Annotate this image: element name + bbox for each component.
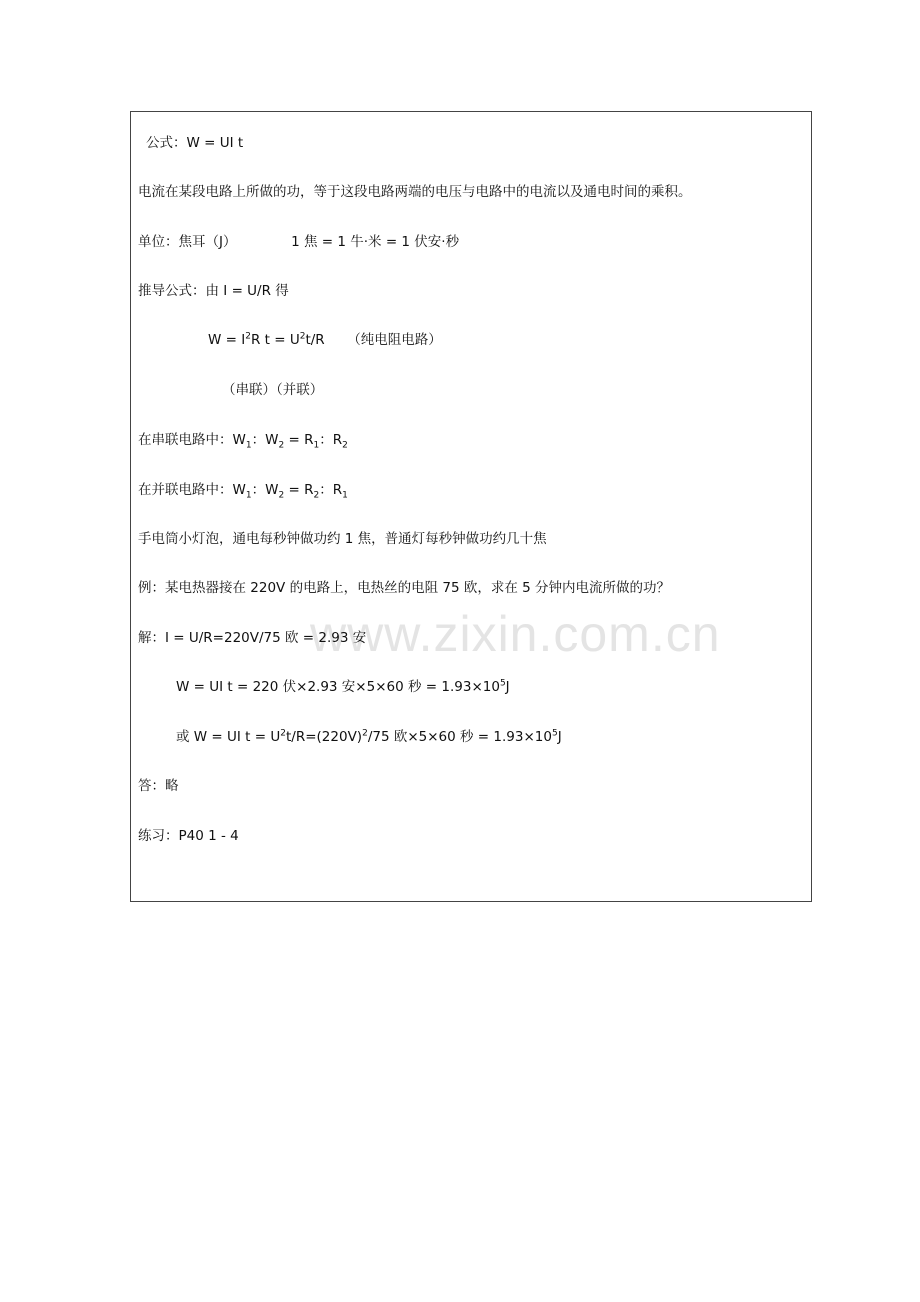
solution-part: t/R=(220V) xyxy=(286,729,363,745)
series-parallel-label: （串联）（并联） xyxy=(222,382,324,398)
unit-line xyxy=(138,233,459,251)
ratio-part: = R xyxy=(284,482,314,498)
definition-line: 电流在某段电路上所做的功，等于这段电路两端的电压与电路中的电流以及通电时间的乘积。 xyxy=(138,184,692,200)
subscript: 1 xyxy=(245,490,252,501)
content-frame xyxy=(130,111,812,902)
exercise-line: 练习：P40 1 - 4 xyxy=(138,828,239,844)
subscript: 2 xyxy=(342,440,348,451)
formula-line: 公式：W = UI t xyxy=(146,135,244,151)
solution-current-line: 解：I = U/R=220V/75 欧 = 2.93 安 xyxy=(138,630,367,646)
solution-part: /75 欧×5×60 秒 = 1.93×10 xyxy=(367,729,552,745)
ratio-part: 在并联电路中：W xyxy=(138,482,246,498)
example-question-line: 例：某电热器接在 220V 的电路上，电热丝的电阻 75 欧，求在 5 分钟内电流所做的功？ xyxy=(138,580,671,596)
subscript: 1 xyxy=(313,440,320,451)
series-ratio-line xyxy=(138,431,348,449)
ratio-part: 在串联电路中：W xyxy=(138,432,246,448)
ratio-part: ：W xyxy=(251,432,279,448)
solution-part: W = UI t = 220 伏×2.93 安×5×60 秒 = 1.93×10 xyxy=(176,679,500,695)
ratio-part: = R xyxy=(284,432,314,448)
watermark-text: www.zixin.com.cn xyxy=(310,606,721,662)
unit-label: 单位：焦耳（J） xyxy=(138,234,237,250)
answer-line: 答：略 xyxy=(138,778,179,794)
derived-formula-part: W = I xyxy=(208,332,246,348)
ratio-part: ：R xyxy=(319,432,343,448)
solution-part: J xyxy=(505,679,510,695)
unit-equivalence: 1 焦 = 1 牛·米 = 1 伏安·秒 xyxy=(291,234,460,250)
superscript: 2 xyxy=(245,331,251,342)
subscript: 2 xyxy=(278,440,285,451)
subscript: 2 xyxy=(313,490,320,501)
ratio-part: ：R xyxy=(319,482,343,498)
pure-resistance-note: （纯电阻电路） xyxy=(347,332,442,348)
solution-part: 或 W = UI t = U xyxy=(176,729,281,745)
derived-formula-part: t/R xyxy=(305,332,325,348)
solution-work-line xyxy=(176,678,510,696)
superscript: 5 xyxy=(499,678,506,689)
subscript: 2 xyxy=(278,490,285,501)
flashlight-example-line: 手电筒小灯泡，通电每秒钟做功约 1 焦，普通灯每秒钟做功约几十焦 xyxy=(138,531,547,547)
solution-part: J xyxy=(557,729,562,745)
derived-formula-part: R t = U xyxy=(250,332,300,348)
subscript: 1 xyxy=(245,440,252,451)
superscript: 2 xyxy=(362,728,368,739)
superscript: 2 xyxy=(280,728,286,739)
ratio-part: ：W xyxy=(251,482,279,498)
subscript: 1 xyxy=(342,490,348,501)
superscript: 2 xyxy=(299,331,306,342)
derived-formula-line xyxy=(208,331,442,349)
derivation-line: 推导公式：由 I = U/R 得 xyxy=(138,283,289,299)
superscript: 5 xyxy=(551,728,558,739)
parallel-ratio-line xyxy=(138,481,348,499)
solution-alt-line xyxy=(176,728,562,746)
